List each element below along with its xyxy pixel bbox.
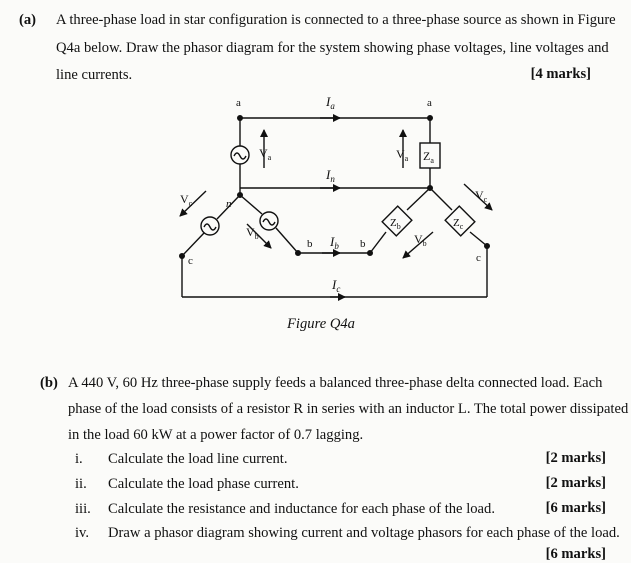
node-a-left: a — [236, 97, 241, 109]
svg-text:In — [325, 167, 335, 184]
impedance-zc — [445, 206, 475, 236]
node-c-right: c — [476, 252, 481, 264]
label-in: I — [326, 167, 331, 182]
label-vc-right: V — [475, 188, 484, 202]
item-iv-number: iv. — [75, 525, 90, 541]
label-ic: I — [332, 277, 337, 292]
item-ii-text: Calculate the load phase current. — [108, 476, 299, 492]
item-ii-number: ii. — [75, 476, 87, 492]
svg-text:Ia — [325, 94, 335, 111]
label-va-left-sub: a — [267, 153, 272, 162]
item-i-text: Calculate the load line current. — [108, 451, 288, 467]
label-za: Z — [423, 149, 431, 163]
svg-text:Vc — [180, 192, 193, 208]
item-iii-number: iii. — [75, 501, 91, 517]
part-a-line-2: Q4a below. Draw the phasor diagram for the system showing phase voltages, line voltages and — [56, 40, 609, 56]
label-vb-right-sub: b — [422, 239, 427, 248]
svg-text:Ic — [331, 277, 340, 294]
svg-text:Vb — [246, 225, 259, 241]
label-vb-right: V — [414, 232, 423, 246]
part-b-line-3: in the load 60 kW at a power factor of 0.7 lagging. — [68, 427, 364, 443]
item-ii-marks: [2 marks] — [545, 475, 606, 491]
label-va-right: V — [396, 147, 405, 161]
label-vc-right-sub: c — [483, 195, 488, 204]
label-va-left: V — [259, 146, 268, 160]
svg-text:Za — [423, 149, 434, 165]
svg-text:Zc — [453, 217, 464, 231]
svg-text:Ib — [329, 234, 339, 251]
part-b-line-2: phase of the load consists of a resistor R in series with an inductor L. The total power dissipated — [68, 401, 629, 417]
part-a-line-3: line currents. — [56, 67, 133, 83]
part-a-label: (a) — [19, 12, 37, 28]
label-ib: I — [330, 234, 335, 249]
impedance-zb — [382, 206, 412, 236]
svg-text:Vc — [475, 188, 488, 204]
label-ic-sub: c — [336, 284, 341, 294]
node-b-right: b — [360, 238, 366, 250]
label-vb-left: V — [246, 225, 255, 239]
item-iv-marks: [6 marks] — [545, 546, 606, 562]
item-iii-text: Calculate the resistance and inductance for each phase of the load. — [108, 501, 495, 517]
part-b-label: (b) — [40, 375, 58, 391]
node-b-left: b — [307, 238, 313, 250]
svg-text:Zb — [390, 217, 401, 231]
svg-text:Vb — [414, 232, 427, 248]
svg-text:Va — [396, 147, 409, 163]
label-in-sub: n — [330, 174, 335, 184]
label-za-sub: a — [430, 156, 434, 165]
label-zc: Z — [453, 217, 460, 229]
node-n: n — [226, 198, 232, 210]
part-a-marks: [4 marks] — [530, 66, 591, 82]
label-zb-sub: b — [396, 222, 401, 231]
part-a-line-1: A three-phase load in star configuration is connected to a three-phase source as shown in Figure — [56, 12, 616, 28]
label-vb-left-sub: b — [254, 232, 259, 241]
item-i-marks: [2 marks] — [545, 450, 606, 466]
node-c-left: c — [188, 255, 193, 267]
figure-caption: Figure Q4a — [287, 316, 355, 332]
label-vc-left: V — [180, 192, 189, 206]
label-va-right-sub: a — [404, 154, 409, 163]
item-i-number: i. — [75, 451, 83, 467]
item-iii-marks: [6 marks] — [545, 500, 606, 516]
label-ib-sub: b — [334, 241, 339, 251]
label-ia: I — [326, 94, 331, 109]
svg-text:Va — [259, 146, 272, 162]
label-vc-left-sub: c — [188, 199, 193, 208]
node-a-right: a — [427, 97, 432, 109]
item-iv-text: Draw a phasor diagram showing current and voltage phasors for each phase of the load. — [108, 525, 620, 541]
label-ia-sub: a — [330, 101, 335, 111]
label-zb: Z — [390, 217, 397, 229]
label-zc-sub: c — [459, 222, 464, 231]
part-b-line-1: A 440 V, 60 Hz three-phase supply feeds a balanced three-phase delta connected load. Each — [68, 375, 603, 391]
